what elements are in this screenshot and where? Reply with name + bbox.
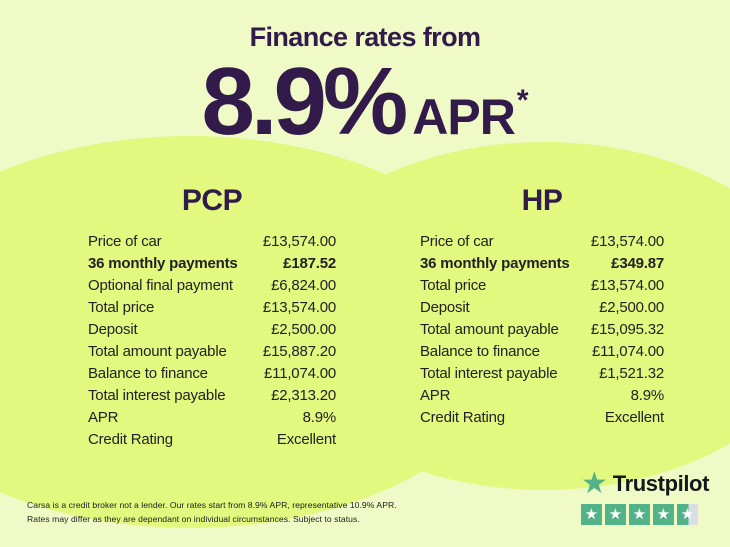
trustpilot-star-box: [653, 504, 674, 525]
row-label: Total price: [420, 277, 487, 294]
row-value: £13,574.00: [262, 299, 336, 316]
table-row: [88, 275, 336, 297]
banner-title: Finance rates from: [249, 22, 481, 52]
row-value: £15,887.20: [262, 343, 336, 360]
row-label: APR: [420, 387, 451, 404]
row-value: £11,074.00: [592, 343, 664, 360]
row-value: £2,500.00: [271, 321, 336, 338]
row-label: Balance to finance: [420, 343, 540, 360]
table-row: [88, 319, 336, 341]
row-label: Balance to finance: [88, 365, 208, 382]
row-label: Price of car: [420, 233, 494, 250]
table-row: [420, 363, 664, 385]
table-row: [88, 231, 336, 253]
row-value: £13,574.00: [262, 233, 336, 250]
row-label: Credit Rating: [88, 431, 173, 448]
star-icon: ★: [632, 506, 647, 523]
row-value: £11,074.00: [264, 365, 336, 382]
star-icon: ★: [680, 506, 695, 523]
row-value: £13,574.00: [590, 233, 664, 250]
row-label: Total price: [88, 299, 155, 316]
hp-table: [420, 184, 664, 429]
trustpilot-brand-text: Trustpilot: [612, 471, 709, 496]
rate-footnote-marker: *: [516, 84, 529, 117]
row-label: Total interest payable: [88, 387, 226, 404]
table-row: [88, 297, 336, 319]
row-label: Price of car: [88, 233, 162, 250]
star-icon: ★: [656, 506, 671, 523]
row-label: Total amount payable: [88, 343, 227, 360]
disclaimer: [27, 499, 397, 526]
trustpilot-star-box: [581, 504, 602, 525]
trustpilot-star-box-half: [677, 504, 698, 525]
table-row: [420, 385, 664, 407]
star-icon: ★: [608, 506, 623, 523]
row-value: £13,574.00: [590, 277, 664, 294]
trustpilot-star-icon: ★: [580, 467, 608, 500]
row-label: Deposit: [88, 321, 138, 338]
table-row: [88, 429, 336, 451]
hp-title: HP: [521, 184, 563, 217]
row-label: 36 monthly payments: [88, 255, 238, 272]
trustpilot-star-box: [629, 504, 650, 525]
row-value: Excellent: [604, 409, 664, 426]
table-row: [420, 319, 664, 341]
row-label: Credit Rating: [420, 409, 505, 426]
trustpilot-badge[interactable]: [580, 467, 709, 525]
table-row: [88, 407, 336, 429]
row-value: £187.52: [283, 255, 336, 272]
row-value: £349.87: [611, 255, 664, 272]
table-row: [420, 297, 664, 319]
row-value: £2,313.20: [271, 387, 336, 404]
table-row: [420, 341, 664, 363]
table-row: [88, 341, 336, 363]
star-icon: ★: [584, 506, 599, 523]
trustpilot-star-box: [605, 504, 626, 525]
row-value: 8.9%: [302, 409, 336, 426]
pcp-title: PCP: [181, 184, 243, 217]
table-row: [88, 363, 336, 385]
pcp-table: [88, 184, 336, 451]
row-value: £2,500.00: [599, 299, 664, 316]
row-value: £6,824.00: [271, 277, 336, 294]
table-row: [420, 253, 664, 275]
row-label: Total interest payable: [420, 365, 558, 382]
table-row: [420, 231, 664, 253]
trustpilot-logo: [580, 467, 709, 500]
table-row: [88, 385, 336, 407]
table-row: [420, 275, 664, 297]
row-value: £15,095.32: [590, 321, 664, 338]
trustpilot-rating-stars: [581, 504, 709, 525]
headline-rate: [0, 48, 730, 155]
disclaimer-line-1: Carsa is a credit broker not a lender. Our rates start from 8.9% APR, representative 10.9% APR.: [27, 500, 397, 511]
row-label: 36 monthly payments: [420, 255, 570, 272]
row-value: 8.9%: [630, 387, 664, 404]
table-row: [420, 407, 664, 429]
rate-unit: APR: [412, 89, 515, 145]
row-value: Excellent: [276, 431, 336, 448]
row-label: Optional final payment: [88, 277, 233, 294]
row-label: APR: [88, 409, 119, 426]
row-value: £1,521.32: [599, 365, 664, 382]
table-row: [88, 253, 336, 275]
row-label: Total amount payable: [420, 321, 559, 338]
row-label: Deposit: [420, 299, 470, 316]
disclaimer-line-2: Rates may differ as they are dependant on individual circumstances. Subject to status.: [27, 513, 360, 524]
rate-value: 8.9%: [201, 48, 405, 155]
